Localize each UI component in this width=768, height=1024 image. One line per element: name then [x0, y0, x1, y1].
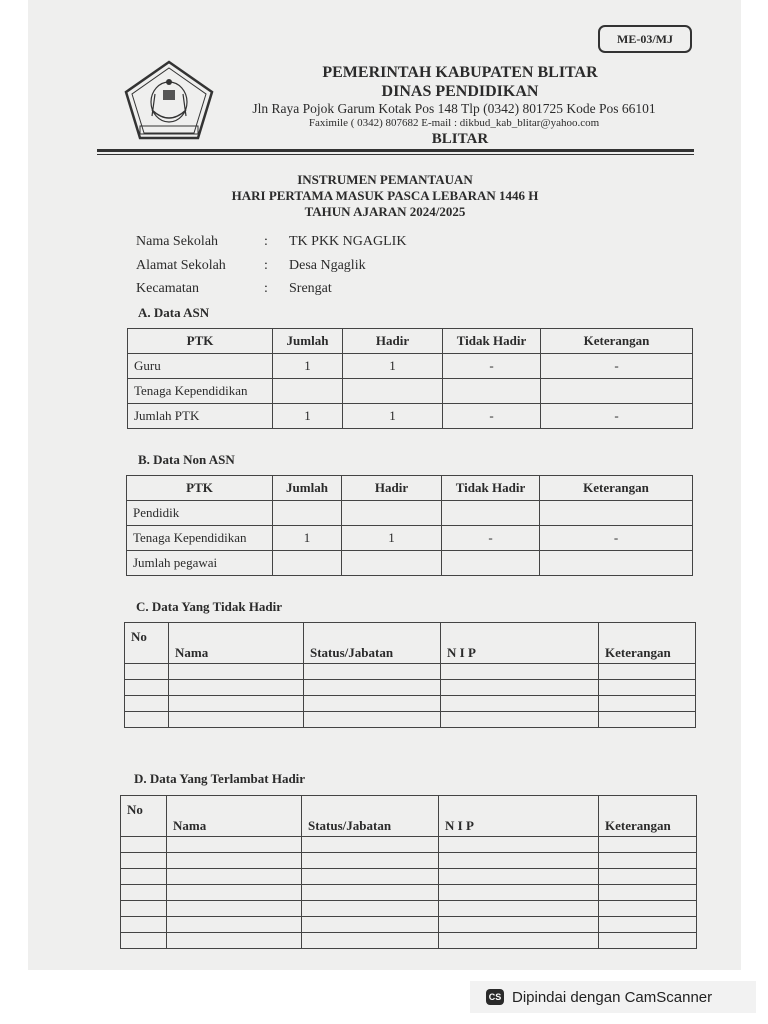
- table-cell: [273, 551, 342, 576]
- table-cell: [442, 551, 540, 576]
- column-header: Jumlah: [273, 476, 342, 501]
- table-row: [128, 379, 693, 404]
- column-header: Hadir: [342, 476, 442, 501]
- table-row: [121, 917, 697, 933]
- column-header: N I P: [441, 623, 599, 664]
- table-absent-staff: [124, 622, 696, 728]
- letterhead-city: BLITAR: [431, 131, 489, 147]
- table-cell: [540, 551, 693, 576]
- doc-title-line1: INSTRUMEN PEMANTAUAN: [297, 172, 473, 187]
- column-header: Hadir: [343, 329, 443, 354]
- table-header-row: [128, 329, 693, 354]
- table-header-row: [125, 623, 696, 664]
- table-cell: -: [540, 526, 693, 551]
- field-colon: :: [264, 234, 268, 249]
- column-header: Nama: [167, 796, 302, 837]
- table-cell: Tenaga Kependidikan: [127, 526, 273, 551]
- field-colon: :: [264, 258, 268, 273]
- table-row: [127, 551, 693, 576]
- table-cell: 1: [343, 354, 443, 379]
- table-row: [121, 853, 697, 869]
- table-header-row: [121, 796, 697, 837]
- letterhead-address: Jln Raya Pojok Garum Kotak Pos 148 Tlp (0342) 801725 Kode Pos 66101: [252, 101, 656, 116]
- table-cell: [343, 379, 443, 404]
- table-cell: Jumlah pegawai: [127, 551, 273, 576]
- table-cell: 1: [273, 354, 343, 379]
- column-header: Keterangan: [541, 329, 693, 354]
- table-late-staff: [120, 795, 697, 949]
- table-row: [121, 837, 697, 853]
- table-cell: [540, 501, 693, 526]
- table-row: [125, 664, 696, 680]
- camscanner-watermark: [470, 981, 756, 1013]
- column-header: Status/Jabatan: [302, 796, 439, 837]
- letterhead-divider: [97, 149, 694, 152]
- letterhead-divider-thin: [97, 154, 694, 155]
- regency-emblem-logo: [122, 60, 216, 140]
- table-row: [121, 901, 697, 917]
- table-row: [128, 354, 693, 379]
- table-row: [128, 404, 693, 429]
- column-header: PTK: [127, 476, 273, 501]
- document-code-badge: ME-03/MJ: [598, 25, 692, 53]
- section-d-title: D. Data Yang Terlambat Hadir: [134, 771, 306, 786]
- table-header-row: [127, 476, 693, 501]
- table-row: [127, 526, 693, 551]
- field-label-school-address: Alamat Sekolah: [136, 258, 226, 273]
- field-value-district: Srengat: [289, 281, 332, 296]
- column-header: Jumlah: [273, 329, 343, 354]
- table-cell: Tenaga Kependidikan: [128, 379, 273, 404]
- table-row: [125, 696, 696, 712]
- table-cell: [342, 551, 442, 576]
- table-cell: -: [541, 354, 693, 379]
- field-value-school-name: TK PKK NGAGLIK: [289, 234, 407, 249]
- letterhead-government: PEMERINTAH KABUPATEN BLITAR: [322, 64, 598, 81]
- table-cell: 1: [273, 526, 342, 551]
- table-cell: Pendidik: [127, 501, 273, 526]
- table-cell: -: [541, 404, 693, 429]
- column-header: Keterangan: [599, 796, 697, 837]
- table-cell: -: [442, 526, 540, 551]
- field-label-school-name: Nama Sekolah: [136, 234, 219, 249]
- table-row: [125, 680, 696, 696]
- table-cell: -: [443, 404, 541, 429]
- table-cell: 1: [343, 404, 443, 429]
- column-header: N I P: [439, 796, 599, 837]
- column-header: PTK: [128, 329, 273, 354]
- column-header: No: [125, 623, 169, 664]
- doc-title-line2: HARI PERTAMA MASUK PASCA LEBARAN 1446 H: [231, 188, 539, 203]
- table-row: [127, 501, 693, 526]
- section-c-title: C. Data Yang Tidak Hadir: [136, 599, 283, 614]
- table-row: [121, 869, 697, 885]
- table-cell: [342, 501, 442, 526]
- table-cell: 1: [342, 526, 442, 551]
- field-colon: :: [264, 281, 268, 296]
- table-row: [121, 885, 697, 901]
- letterhead-contact: Faximile ( 0342) 807682 E-mail : dikbud_kab_blitar@yahoo.com: [308, 117, 600, 129]
- column-header: Tidak Hadir: [443, 329, 541, 354]
- column-header: Keterangan: [540, 476, 693, 501]
- table-cell: [541, 379, 693, 404]
- table-cell: [442, 501, 540, 526]
- column-header: No: [121, 796, 167, 837]
- field-label-district: Kecamatan: [136, 281, 199, 296]
- doc-title-line3: TAHUN AJARAN 2024/2025: [304, 204, 466, 219]
- table-data-asn: [127, 328, 693, 429]
- table-cell: [273, 501, 342, 526]
- column-header: Status/Jabatan: [304, 623, 441, 664]
- table-cell: -: [443, 354, 541, 379]
- field-value-school-address: Desa Ngaglik: [289, 258, 366, 273]
- letterhead-department: DINAS PENDIDIKAN: [381, 83, 539, 100]
- table-row: [121, 933, 697, 949]
- table-cell: 1: [273, 404, 343, 429]
- camscanner-label: Dipindai dengan CamScanner: [512, 988, 713, 1006]
- section-b-title: B. Data Non ASN: [138, 452, 235, 467]
- table-data-non-asn: [126, 475, 693, 576]
- table-cell: Guru: [128, 354, 273, 379]
- camscanner-icon: CS: [486, 989, 504, 1005]
- section-a-title: A. Data ASN: [138, 305, 210, 320]
- table-row: [125, 712, 696, 728]
- column-header: Nama: [169, 623, 304, 664]
- table-cell: [443, 379, 541, 404]
- table-cell: Jumlah PTK: [128, 404, 273, 429]
- column-header: Keterangan: [599, 623, 696, 664]
- column-header: Tidak Hadir: [442, 476, 540, 501]
- table-cell: [273, 379, 343, 404]
